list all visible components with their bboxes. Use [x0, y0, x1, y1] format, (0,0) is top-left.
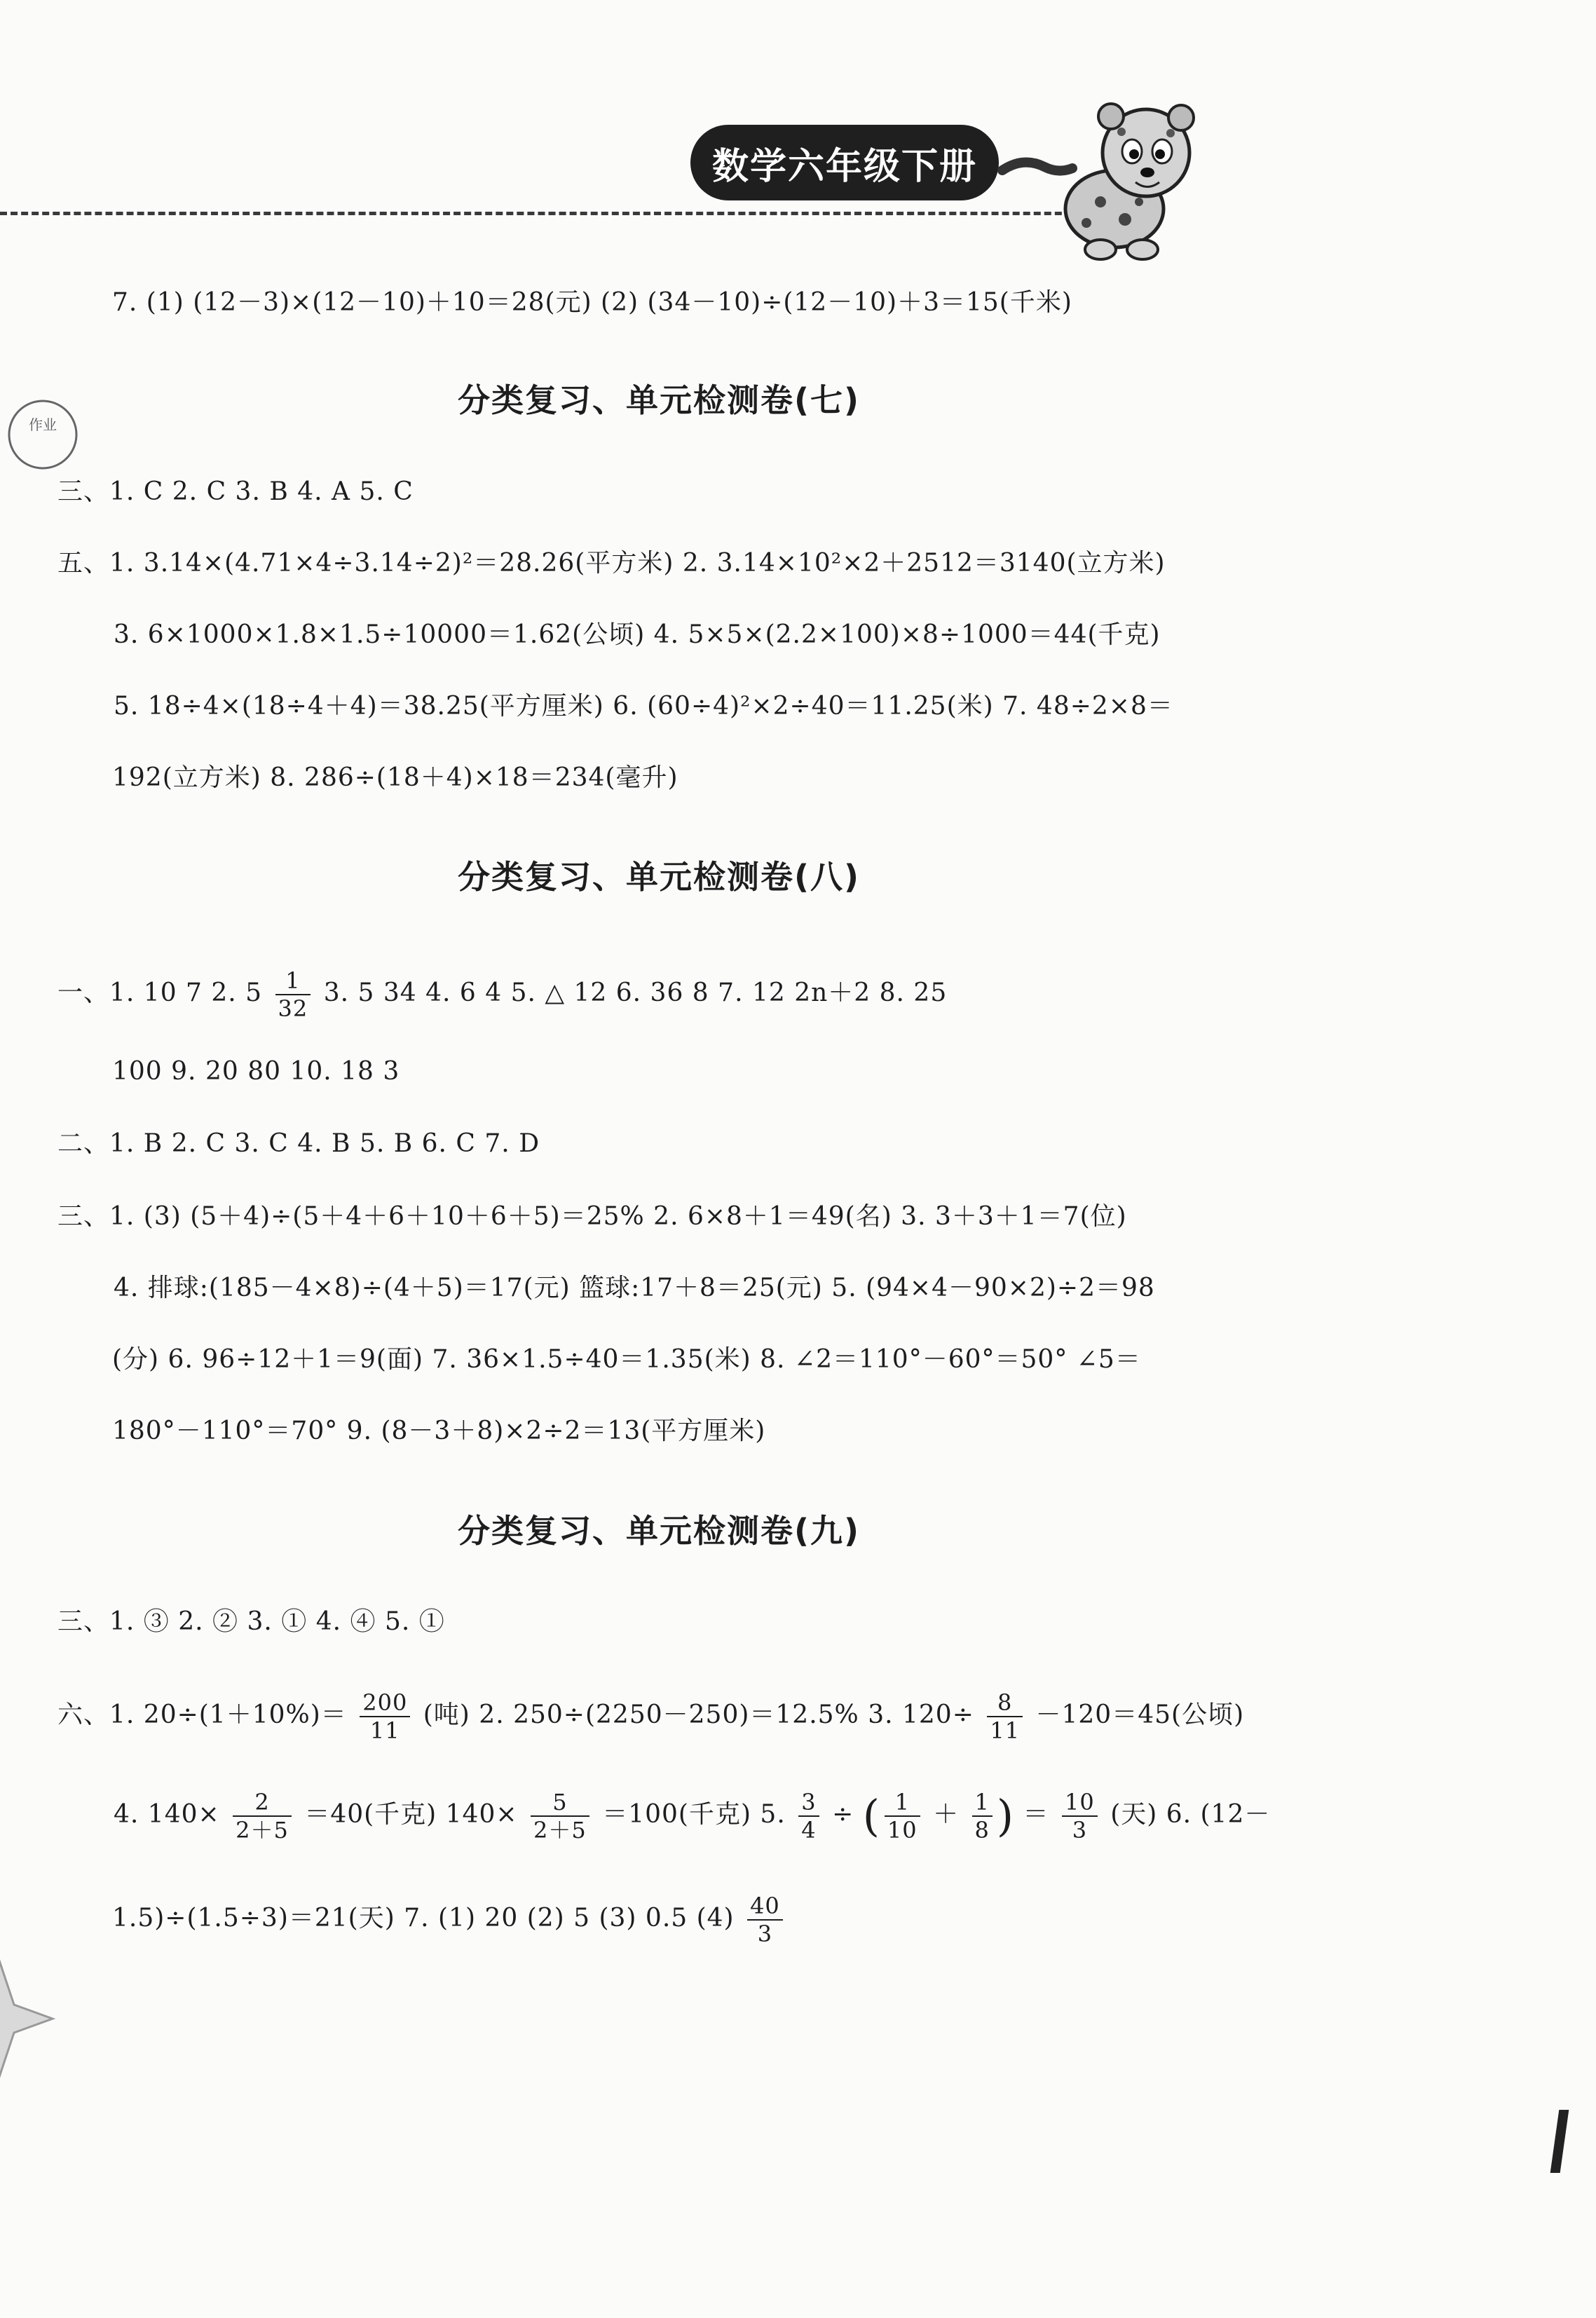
fraction-numerator: 1	[275, 967, 311, 995]
s9-row-3-part-b: ＝40(千克) 140×	[304, 1800, 518, 1829]
s9-row-3-part-f: ＝	[1023, 1800, 1049, 1829]
s9-row-2	[57, 1689, 1244, 1744]
section-title-8: 分类复习、单元检测卷(八)	[457, 858, 861, 896]
fraction-numerator: 3	[798, 1789, 819, 1817]
fraction	[987, 1689, 1023, 1744]
star-decoration-icon	[0, 1956, 56, 2082]
fraction-denominator: 11	[369, 1717, 400, 1744]
fraction-numerator: 8	[987, 1689, 1023, 1717]
fraction	[360, 1689, 410, 1744]
leopard-mascot-icon	[995, 90, 1220, 265]
s7-row-5: 192(立方米) 8. 286÷(18＋4)×18＝234(毫升)	[112, 763, 678, 792]
fraction-denominator: 3	[1072, 1817, 1088, 1843]
fraction-numerator: 40	[747, 1893, 783, 1921]
book-title-badge	[690, 125, 999, 200]
fraction-denominator: 2＋5	[236, 1817, 289, 1843]
left-paren-icon: (	[862, 1790, 880, 1841]
page-edge-mark	[1550, 2110, 1569, 2173]
s8-row-1-part-b: 3. 5 34 4. 6 4 5. △ 12 6. 36 8 7. 12 2n＋2 8. 25	[323, 979, 948, 1007]
s9-row-3-part-d: ÷	[832, 1800, 854, 1829]
s9-row-2-part-c: －120＝45(公顷)	[1035, 1700, 1245, 1729]
s9-row-2-part-b: (吨) 2. 250÷(2250－250)＝12.5% 3. 120÷	[423, 1700, 974, 1729]
section-title-9: 分类复习、单元检测卷(九)	[457, 1512, 861, 1550]
fraction-numerator: 2	[233, 1789, 292, 1817]
s8-row-4: 三、1. (3) (5＋4)÷(5＋4＋6＋10＋6＋5)＝25% 2. 6×8＋1＝49(名) 3. 3＋3＋1＝7(位)	[57, 1202, 1127, 1231]
s9-row-3-part-c: ＝100(千克) 5.	[602, 1800, 786, 1829]
s9-row-2-part-a: 六、1. 20÷(1＋10%)＝	[57, 1700, 347, 1729]
s9-row-4-part-a: 1.5)÷(1.5÷3)＝21(天) 7. (1) 20 (2) 5 (3) 0.5 (4)	[112, 1904, 735, 1932]
s8-row-1	[57, 967, 947, 1022]
s8-row-3: 二、1. B 2. C 3. C 4. B 5. B 6. C 7. D	[57, 1129, 540, 1158]
fraction-numerator: 1	[972, 1789, 993, 1817]
s8-row-2: 100 9. 20 80 10. 18 3	[112, 1057, 400, 1086]
fraction-denominator: 4	[801, 1817, 817, 1843]
right-paren-icon: )	[996, 1790, 1015, 1841]
stamp-label: 作业	[29, 416, 57, 433]
fraction-denominator: 3	[757, 1921, 773, 1947]
s7-row-4: 5. 18÷4×(18÷4＋4)＝38.25(平方厘米) 6. (60÷4)²×2÷40＝11.25(米) 7. 48÷2×8＝	[114, 692, 1173, 721]
fraction-denominator: 10	[887, 1817, 918, 1843]
fraction-numerator: 200	[360, 1689, 410, 1717]
s9-row-3-part-a: 4. 140×	[114, 1800, 220, 1829]
fraction-numerator: 10	[1062, 1789, 1098, 1817]
fraction-denominator: 8	[974, 1817, 990, 1843]
s8-row-5: 4. 排球:(185－4×8)÷(4＋5)＝17(元) 篮球:17＋8＝25(元) 5. (94×4－90×2)÷2＝98	[114, 1274, 1155, 1302]
book-title: 数学六年级下册	[711, 145, 977, 188]
header-divider	[0, 212, 1093, 215]
section-title-7: 分类复习、单元检测卷(七)	[457, 381, 861, 419]
fraction	[747, 1893, 783, 1947]
fraction	[233, 1789, 292, 1843]
fraction	[1062, 1789, 1098, 1843]
s8-row-7: 180°－110°＝70° 9. (8－3＋8)×2÷2＝13(平方厘米)	[112, 1417, 766, 1445]
fraction-denominator: 32	[278, 995, 308, 1022]
s7-row-2: 五、1. 3.14×(4.71×4÷3.14÷2)²＝28.26(平方米) 2. 3.14×10²×2＋2512＝3140(立方米)	[57, 549, 1166, 578]
s9-row-3-part-e: ＋	[933, 1800, 960, 1829]
fraction-denominator: 11	[990, 1717, 1021, 1744]
s9-row-4	[112, 1893, 787, 1947]
s8-row-1-part-a: 一、1. 10 7 2. 5	[57, 979, 263, 1007]
s9-row-1: 三、1. ③ 2. ② 3. ① 4. ④ 5. ①	[57, 1607, 445, 1636]
s8-row-6: (分) 6. 96÷12＋1＝9(面) 7. 36×1.5÷40＝1.35(米) 8. ∠2＝110°－60°＝50° ∠5＝	[112, 1345, 1141, 1374]
s7-row-3: 3. 6×1000×1.8×1.5÷10000＝1.62(公顷) 4. 5×5×(2.2×100)×8÷1000＝44(千克)	[114, 620, 1161, 649]
fraction	[275, 967, 311, 1022]
s9-row-3	[114, 1789, 1270, 1843]
fraction-denominator: 2＋5	[533, 1817, 587, 1843]
fraction	[531, 1789, 589, 1843]
fraction	[798, 1789, 819, 1843]
s7-row-1: 三、1. C 2. C 3. B 4. A 5. C	[57, 477, 414, 506]
fraction-numerator: 5	[531, 1789, 589, 1817]
s9-row-3-part-g: (天) 6. (12－	[1110, 1800, 1271, 1829]
fraction	[972, 1789, 993, 1843]
answer-line-top: 7. (1) (12－3)×(12－10)＋10＝28(元) (2) (34－10)÷(12－10)＋3＝15(千米)	[112, 288, 1072, 317]
fraction	[885, 1789, 920, 1843]
fraction-numerator: 1	[885, 1789, 920, 1817]
